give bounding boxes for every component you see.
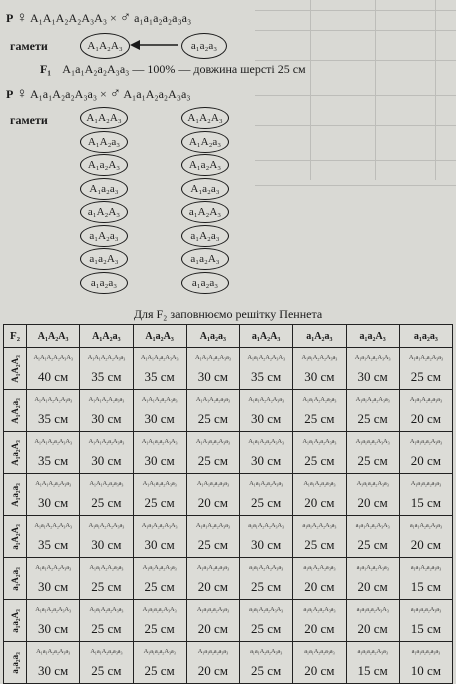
male-genotype: a₁a₁a₂a₂a₃a₃ bbox=[134, 11, 192, 25]
punnett-cell bbox=[186, 642, 239, 684]
punnett-cell bbox=[27, 600, 80, 642]
cell-genotype: A₁a₁A₂a₂A₃a₃ bbox=[195, 521, 230, 529]
cell-genotype: A₁A₁A₂a₂A₃a₃ bbox=[141, 395, 178, 403]
cell-length: 20 см bbox=[357, 578, 388, 594]
cell-length: 35 см bbox=[251, 368, 282, 384]
punnett-cell bbox=[399, 390, 452, 432]
punnett-cell bbox=[27, 516, 80, 558]
gamete-text: A₁A₂a₃ bbox=[188, 135, 222, 148]
cell-genotype: A₁A₁A₂a₂A₃a₃ bbox=[88, 437, 125, 445]
punnett-cell bbox=[27, 558, 80, 600]
gamete-text: a₁A₂a₃ bbox=[89, 229, 119, 242]
female-gamete-oval bbox=[80, 201, 128, 223]
punnett-header-row bbox=[4, 325, 453, 348]
cell-genotype: A₁a₁A₂a₂A₃a₃ bbox=[355, 395, 390, 403]
punnett-cell bbox=[80, 642, 133, 684]
f1-result bbox=[40, 62, 306, 77]
cell-genotype: A₁a₁A₂a₂A₃a₃ bbox=[36, 647, 71, 655]
cell-genotype: a₁a₁a₂a₂A₃a₃ bbox=[410, 605, 442, 613]
punnett-cell bbox=[133, 432, 186, 474]
punnett-row-header-text: A₁a₂A₃ bbox=[10, 439, 20, 466]
cell-genotype: A₁a₁A₂A₂a₃a₃ bbox=[302, 395, 337, 403]
punnett-cell bbox=[293, 348, 346, 390]
gamete-text: a₁A₂A₃ bbox=[87, 206, 121, 218]
gametes-label-2: гамети bbox=[10, 113, 48, 127]
punnett-row-header bbox=[4, 348, 27, 390]
gamete-male-oval bbox=[181, 33, 227, 59]
cell-length: 30 см bbox=[251, 536, 282, 552]
cell-length: 20 см bbox=[357, 494, 388, 510]
punnett-cell bbox=[399, 600, 452, 642]
cell-genotype: a₁a₁A₂a₂A₃a₃ bbox=[356, 563, 389, 571]
cell-genotype: A₁a₁A₂A₂A₃a₃ bbox=[35, 563, 71, 571]
punnett-column-header: a₁A₂a₃ bbox=[293, 325, 346, 348]
cell-length: 35 см bbox=[38, 452, 69, 468]
punnett-cell bbox=[293, 600, 346, 642]
female-symbol: ♀ bbox=[16, 10, 28, 26]
female-genotype-2: A₁a₁A₂a₂A₃a₃ bbox=[29, 87, 98, 101]
gamete-text: A₁a₂A₃ bbox=[87, 159, 121, 171]
cell-length: 30 см bbox=[38, 494, 69, 510]
punnett-cell bbox=[346, 474, 399, 516]
punnett-row-header-text: A₁a₂a₃ bbox=[10, 482, 20, 507]
punnett-row bbox=[4, 558, 453, 600]
punnett-column-header: a₁A₂A₃ bbox=[240, 325, 293, 348]
male-symbol: ♂ bbox=[119, 10, 132, 26]
punnett-cell bbox=[80, 600, 133, 642]
cell-length: 10 см bbox=[410, 662, 441, 678]
cell-length: 30 см bbox=[197, 368, 228, 384]
punnett-row-header-text: A₁A₂a₃ bbox=[10, 397, 20, 424]
punnett-row-header-text: A₁A₂A₃ bbox=[10, 354, 20, 383]
punnett-cell bbox=[80, 516, 133, 558]
punnett-cell bbox=[27, 642, 80, 684]
cell-length: 25 см bbox=[357, 452, 388, 468]
punnett-cell bbox=[240, 600, 293, 642]
cell-length: 30 см bbox=[91, 410, 122, 426]
cell-length: 25 см bbox=[144, 494, 175, 510]
punnett-square bbox=[3, 324, 453, 684]
punnett-row bbox=[4, 474, 453, 516]
punnett-row-header-text: a₁A₂A₃ bbox=[10, 523, 20, 550]
cell-genotype: A₁a₁A₂a₂A₃A₃ bbox=[141, 521, 178, 529]
punnett-cell bbox=[27, 474, 80, 516]
punnett-row bbox=[4, 390, 453, 432]
punnett-cell bbox=[186, 390, 239, 432]
cell-length: 30 см bbox=[251, 452, 282, 468]
parent-cross-2 bbox=[6, 86, 190, 103]
punnett-cell bbox=[346, 348, 399, 390]
cell-genotype: A₁a₁A₂a₂a₃a₃ bbox=[90, 647, 123, 655]
cell-length: 30 см bbox=[144, 410, 175, 426]
cell-length: 25 см bbox=[197, 410, 228, 426]
cell-genotype: A₁A₁A₂A₂a₃a₃ bbox=[88, 395, 125, 403]
cell-genotype: a₁a₁A₂a₂A₃a₃ bbox=[409, 521, 442, 529]
bleed-through-background bbox=[255, 0, 456, 320]
cell-genotype: a₁a₁A₂a₂A₃a₃ bbox=[250, 647, 283, 655]
punnett-cell bbox=[399, 558, 452, 600]
cell-genotype: A₁a₁A₂A₂A₃A₃ bbox=[34, 521, 72, 529]
cell-genotype: A₁a₁a₂a₂A₃a₃ bbox=[409, 437, 442, 445]
punnett-caption: Для F₂ заповнюємо решітку Пеннета bbox=[133, 307, 323, 321]
punnett-cell bbox=[186, 432, 239, 474]
gamete-text: a₁a₂a₃ bbox=[90, 276, 118, 289]
gamete-text: a₁a₂a₃ bbox=[191, 276, 219, 289]
f1-genotype: A₁a₁A₂a₂A₃a₃ bbox=[62, 62, 130, 76]
punnett-cell bbox=[133, 390, 186, 432]
male-genotype-2: A₁a₁A₂a₂A₃a₃ bbox=[123, 87, 191, 101]
arrow-left-icon bbox=[130, 38, 180, 52]
punnett-corner: F₂ bbox=[4, 325, 27, 348]
punnett-cell bbox=[133, 474, 186, 516]
f1-length: 25 см bbox=[277, 62, 306, 76]
punnett-cell bbox=[133, 516, 186, 558]
punnett-cell bbox=[186, 348, 239, 390]
cell-genotype: a₁a₁A₂A₂A₃A₃ bbox=[248, 521, 284, 529]
punnett-column-header: a₁a₂A₃ bbox=[346, 325, 399, 348]
cell-length: 30 см bbox=[144, 452, 175, 468]
cell-genotype: A₁a₁A₂a₂A₃A₃ bbox=[354, 353, 391, 361]
cell-genotype: a₁a₁A₂A₂a₃a₃ bbox=[303, 563, 336, 571]
punnett-cell bbox=[133, 600, 186, 642]
cell-genotype: a₁a₁a₂a₂A₃a₃ bbox=[357, 647, 388, 655]
female-gamete-oval bbox=[80, 131, 128, 153]
cell-length: 15 см bbox=[357, 662, 388, 678]
cell-genotype: a₁a₁a₂a₂A₃A₃ bbox=[356, 605, 389, 613]
female-gamete-oval bbox=[80, 248, 128, 270]
punnett-row-header bbox=[4, 390, 27, 432]
female-symbol-2: ♀ bbox=[16, 86, 28, 102]
cell-length: 20 см bbox=[410, 536, 441, 552]
cell-length: 25 см bbox=[357, 410, 388, 426]
cell-length: 20 см bbox=[410, 410, 441, 426]
cell-length: 25 см bbox=[144, 620, 175, 636]
male-gamete-oval bbox=[181, 225, 229, 247]
cell-length: 20 см bbox=[304, 494, 335, 510]
gamete-text: A₁A₂A₃ bbox=[86, 112, 122, 124]
cell-genotype: A₁a₁A₂a₂A₃a₃ bbox=[408, 353, 443, 361]
punnett-row-header bbox=[4, 642, 27, 684]
cell-genotype: a₁a₁a₂a₂a₃a₃ bbox=[411, 647, 441, 655]
cell-genotype: A₁A₁A₂a₂A₃A₃ bbox=[140, 353, 179, 361]
gamete-text: a₁A₂a₃ bbox=[190, 229, 220, 242]
punnett-column-header: a₁a₂a₃ bbox=[399, 325, 452, 348]
cell-length: 25 см bbox=[251, 620, 282, 636]
cell-genotype: A₁a₁a₂a₂A₃A₃ bbox=[142, 605, 177, 613]
cell-length: 15 см bbox=[410, 620, 441, 636]
punnett-row bbox=[4, 516, 453, 558]
cell-genotype: A₁a₁A₂A₂A₃a₃ bbox=[88, 521, 125, 529]
punnett-cell bbox=[27, 390, 80, 432]
f1-label: F₁ bbox=[40, 62, 51, 76]
punnett-row bbox=[4, 432, 453, 474]
male-gamete-oval bbox=[181, 107, 229, 129]
cell-length: 25 см bbox=[91, 620, 122, 636]
punnett-cell bbox=[240, 390, 293, 432]
cell-length: 20 см bbox=[410, 452, 441, 468]
punnett-row-header bbox=[4, 432, 27, 474]
cell-length: 30 см bbox=[357, 368, 388, 384]
cell-genotype: a₁a₁A₂a₂A₃A₃ bbox=[249, 605, 284, 613]
cell-genotype: A₁A₁a₂a₂A₃A₃ bbox=[141, 437, 178, 445]
cell-genotype: a₁a₁A₂a₂a₃a₃ bbox=[304, 647, 335, 655]
cell-length: 30 см bbox=[251, 410, 282, 426]
cell-length: 20 см bbox=[197, 662, 228, 678]
punnett-cell bbox=[346, 558, 399, 600]
punnett-cell bbox=[399, 474, 452, 516]
male-symbol-2: ♂ bbox=[109, 86, 122, 102]
punnett-column-header: A₁A₂a₃ bbox=[80, 325, 133, 348]
cell-genotype: A₁a₁A₂A₂A₃a₃ bbox=[248, 395, 284, 403]
cell-length: 30 см bbox=[304, 368, 335, 384]
cell-genotype: a₁a₁A₂a₂A₃a₃ bbox=[303, 605, 336, 613]
cell-genotype: a₁a₁A₂a₂A₃A₃ bbox=[355, 521, 390, 529]
gamete-female-text: A₁A₂A₃ bbox=[87, 40, 123, 52]
cell-length: 25 см bbox=[91, 578, 122, 594]
punnett-cell bbox=[240, 558, 293, 600]
cell-genotype: A₁a₁A₂a₂A₃A₃ bbox=[35, 605, 71, 613]
punnett-cell bbox=[240, 474, 293, 516]
cell-length: 25 см bbox=[144, 578, 175, 594]
gamete-text: A₁a₂a₃ bbox=[89, 182, 119, 195]
cell-genotype: A₁A₁a₂a₂a₃a₃ bbox=[196, 479, 229, 487]
cell-length: 20 см bbox=[304, 620, 335, 636]
female-gamete-oval bbox=[80, 225, 128, 247]
cell-length: 20 см bbox=[304, 662, 335, 678]
cell-length: 25 см bbox=[197, 536, 228, 552]
punnett-cell bbox=[27, 432, 80, 474]
cell-length: 30 см bbox=[38, 578, 69, 594]
cell-length: 40 см bbox=[38, 368, 69, 384]
punnett-row bbox=[4, 642, 453, 684]
cell-genotype: A₁a₁A₂a₂a₃a₃ bbox=[409, 395, 442, 403]
punnett-cell bbox=[186, 516, 239, 558]
cell-length: 35 см bbox=[38, 410, 69, 426]
male-gamete-oval bbox=[181, 131, 229, 153]
p2-label: P bbox=[6, 87, 14, 101]
cell-length: 35 см bbox=[144, 368, 175, 384]
punnett-cell bbox=[186, 474, 239, 516]
female-genotype: A₁A₁A₂A₂A₃A₃ bbox=[29, 11, 108, 25]
cell-genotype: A₁a₁a₂a₂a₃a₃ bbox=[410, 479, 442, 487]
cell-length: 25 см bbox=[251, 662, 282, 678]
cell-length: 25 см bbox=[304, 536, 335, 552]
cell-length: 30 см bbox=[38, 662, 69, 678]
punnett-row-header bbox=[4, 516, 27, 558]
cell-genotype: a₁a₁A₂A₂A₃a₃ bbox=[302, 521, 337, 529]
punnett-cell bbox=[80, 390, 133, 432]
punnett-row bbox=[4, 600, 453, 642]
cell-genotype: A₁a₁A₂a₂A₃A₃ bbox=[248, 437, 284, 445]
female-gamete-oval bbox=[80, 178, 128, 200]
punnett-cell bbox=[293, 642, 346, 684]
punnett-cell bbox=[293, 390, 346, 432]
female-gamete-oval bbox=[80, 154, 128, 176]
punnett-cell bbox=[399, 516, 452, 558]
punnett-column-header: A₁a₂A₃ bbox=[133, 325, 186, 348]
gamete-male-text: a₁a₂a₃ bbox=[190, 40, 218, 52]
cell-genotype: A₁a₁A₂a₂A₃a₃ bbox=[249, 479, 284, 487]
punnett-cell bbox=[80, 348, 133, 390]
cell-length: 30 см bbox=[144, 536, 175, 552]
punnett-cell bbox=[80, 474, 133, 516]
cell-genotype: A₁A₁A₂a₂a₃a₃ bbox=[89, 479, 124, 487]
cross-symbol-2: × bbox=[100, 87, 107, 101]
cell-length: 25 см bbox=[91, 662, 122, 678]
cell-length: 25 см bbox=[251, 578, 282, 594]
cell-genotype: A₁A₁A₂A₂A₃a₃ bbox=[34, 395, 72, 403]
male-gamete-oval bbox=[181, 248, 229, 270]
cell-genotype: A₁a₁A₂a₂A₃a₃ bbox=[302, 437, 337, 445]
cell-length: 20 см bbox=[357, 620, 388, 636]
punnett-cell bbox=[27, 348, 80, 390]
punnett-cell bbox=[346, 390, 399, 432]
punnett-cell bbox=[293, 516, 346, 558]
cell-length: 20 см bbox=[197, 578, 228, 594]
cell-genotype: A₁A₁A₂a₂A₃a₃ bbox=[195, 353, 231, 361]
punnett-cell bbox=[240, 642, 293, 684]
punnett-cell bbox=[346, 516, 399, 558]
cell-genotype: A₁a₁a₂a₂A₃a₃ bbox=[356, 479, 389, 487]
punnett-cell bbox=[133, 558, 186, 600]
cell-genotype: A₁a₁a₂a₂A₃a₃ bbox=[196, 605, 229, 613]
punnett-cell bbox=[346, 432, 399, 474]
cell-length: 25 см bbox=[410, 368, 441, 384]
cell-genotype: A₁a₁a₂a₂A₃a₃ bbox=[143, 647, 176, 655]
cell-genotype: A₁a₁A₂A₂A₃A₃ bbox=[247, 353, 285, 361]
punnett-cell bbox=[240, 348, 293, 390]
cell-length: 25 см bbox=[91, 494, 122, 510]
punnett-cell bbox=[240, 516, 293, 558]
cell-length: 35 см bbox=[38, 536, 69, 552]
gametes-label-1: гамети bbox=[10, 39, 48, 53]
cell-genotype: A₁a₁A₂A₂A₃a₃ bbox=[301, 353, 338, 361]
punnett-cell bbox=[133, 642, 186, 684]
gamete-text: A₁a₂a₃ bbox=[190, 182, 220, 195]
cell-length: 20 см bbox=[197, 620, 228, 636]
cell-genotype: A₁A₁a₂a₂A₃a₃ bbox=[142, 479, 177, 487]
cell-genotype: A₁A₁A₂a₂a₃a₃ bbox=[195, 395, 230, 403]
cell-genotype: A₁A₁A₂A₂A₃a₃ bbox=[87, 353, 126, 361]
cell-length: 30 см bbox=[91, 536, 122, 552]
gamete-text: a₁A₂A₃ bbox=[188, 206, 222, 218]
gamete-text: A₁A₂A₃ bbox=[187, 112, 223, 124]
cell-length: 25 см bbox=[357, 536, 388, 552]
gamete-text: a₁a₂A₃ bbox=[89, 253, 119, 265]
cell-length: 25 см bbox=[197, 452, 228, 468]
punnett-cell bbox=[293, 474, 346, 516]
cell-length: 25 см bbox=[251, 494, 282, 510]
punnett-cell bbox=[133, 348, 186, 390]
cell-genotype: A₁a₁A₂a₂a₃a₃ bbox=[196, 563, 229, 571]
cell-genotype: A₁a₁A₂a₂A₃a₃ bbox=[89, 605, 124, 613]
punnett-row-header bbox=[4, 600, 27, 642]
p-label: P bbox=[6, 11, 14, 25]
punnett-cell bbox=[293, 558, 346, 600]
cell-genotype: A₁a₁a₂a₂A₃A₃ bbox=[355, 437, 390, 445]
cell-length: 15 см bbox=[410, 578, 441, 594]
punnett-cell bbox=[240, 432, 293, 474]
gamete-text: a₁a₂A₃ bbox=[190, 253, 220, 265]
gamete-text: A₁a₂A₃ bbox=[188, 159, 222, 171]
cell-genotype: A₁a₁A₂A₂a₃a₃ bbox=[89, 563, 124, 571]
female-gamete-oval bbox=[80, 107, 128, 129]
female-gamete-oval bbox=[80, 272, 128, 294]
punnett-row-header-text: a₁a₂a₃ bbox=[10, 651, 20, 674]
male-gamete-oval bbox=[181, 154, 229, 176]
cell-length: 20 см bbox=[197, 494, 228, 510]
cell-genotype: A₁a₁A₂a₂A₃a₃ bbox=[142, 563, 177, 571]
male-gamete-oval bbox=[181, 272, 229, 294]
cell-genotype: A₁a₁A₂a₂a₃a₃ bbox=[303, 479, 336, 487]
cell-length: 30 см bbox=[38, 620, 69, 636]
cell-length: 15 см bbox=[410, 494, 441, 510]
cell-length: 25 см bbox=[304, 410, 335, 426]
gamete-text: A₁A₂a₃ bbox=[87, 135, 121, 148]
cell-genotype: a₁a₁A₂a₂a₃a₃ bbox=[410, 563, 442, 571]
punnett-row bbox=[4, 348, 453, 390]
punnett-column-header: A₁a₂a₃ bbox=[186, 325, 239, 348]
cell-genotype: A₁A₁A₂A₂A₃A₃ bbox=[33, 353, 73, 361]
cell-length: 20 см bbox=[304, 578, 335, 594]
gamete-female-oval bbox=[80, 33, 130, 59]
cell-genotype: A₁A₁A₂a₂A₃a₃ bbox=[35, 479, 71, 487]
punnett-cell bbox=[399, 642, 452, 684]
punnett-row-header-text: a₁A₂a₃ bbox=[10, 566, 20, 591]
cell-length: 35 см bbox=[91, 368, 122, 384]
punnett-row-header-text: a₁a₂A₃ bbox=[10, 608, 20, 633]
cell-length: 30 см bbox=[91, 452, 122, 468]
punnett-column-header: A₁A₂A₃ bbox=[27, 325, 80, 348]
punnett-row-header bbox=[4, 558, 27, 600]
f1-phenotype: — довжина шерсті bbox=[178, 62, 275, 76]
male-gamete-oval bbox=[181, 201, 229, 223]
punnett-cell bbox=[346, 642, 399, 684]
cell-length: 25 см bbox=[144, 662, 175, 678]
cell-genotype: A₁A₁A₂a₂A₃A₃ bbox=[34, 437, 72, 445]
f1-percent: — 100% bbox=[132, 62, 176, 76]
cell-genotype: A₁a₁a₂a₂a₃a₃ bbox=[197, 647, 229, 655]
cell-length: 25 см bbox=[304, 452, 335, 468]
punnett-cell bbox=[293, 432, 346, 474]
punnett-row-header bbox=[4, 474, 27, 516]
cell-genotype: a₁a₁A₂A₂A₃a₃ bbox=[249, 563, 284, 571]
punnett-cell bbox=[80, 432, 133, 474]
punnett-cell bbox=[186, 558, 239, 600]
parent-cross-1 bbox=[6, 10, 191, 27]
male-gamete-oval bbox=[181, 178, 229, 200]
cell-genotype: A₁A₁a₂a₂A₃a₃ bbox=[195, 437, 230, 445]
punnett-cell bbox=[186, 600, 239, 642]
punnett-cell bbox=[346, 600, 399, 642]
cross-symbol: × bbox=[110, 11, 117, 25]
punnett-cell bbox=[399, 432, 452, 474]
punnett-cell bbox=[80, 558, 133, 600]
punnett-cell bbox=[399, 348, 452, 390]
